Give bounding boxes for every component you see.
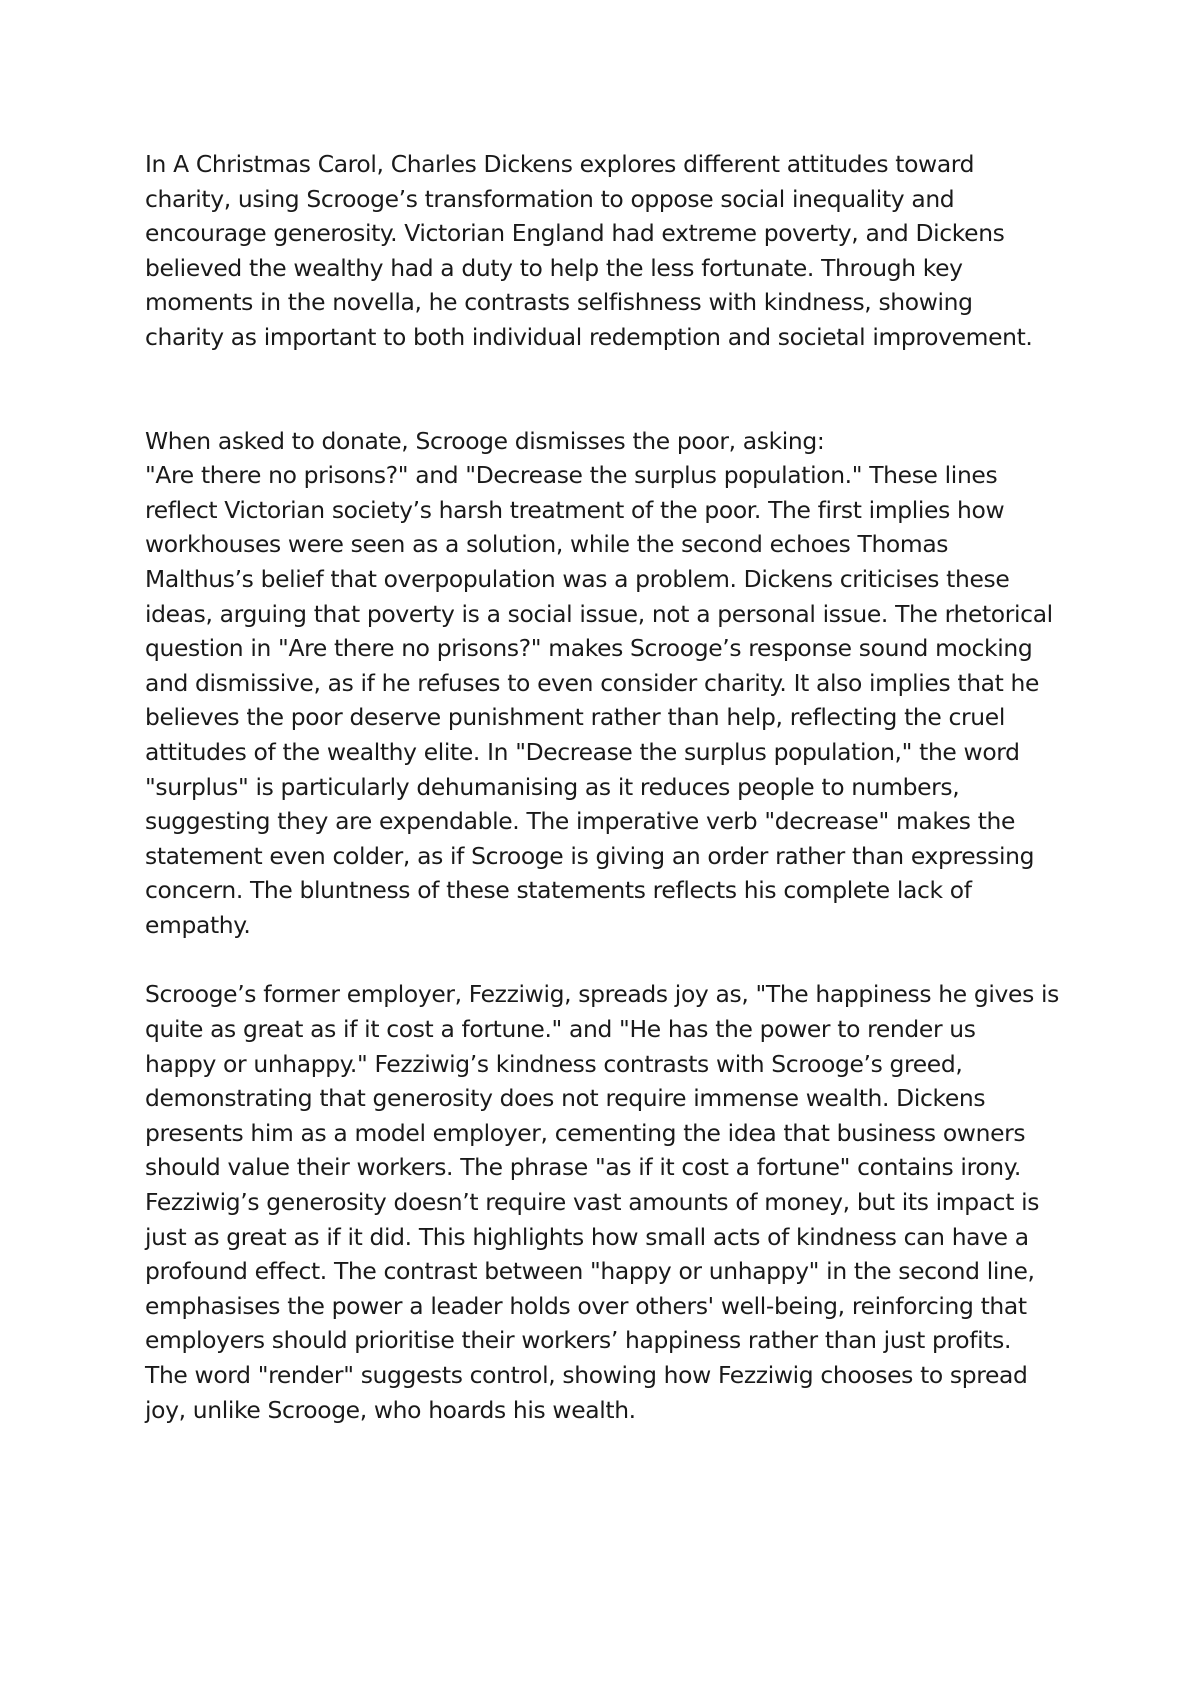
text-line: moments in the novella, he contrasts selfishness with kindness, showing [145,288,973,317]
text-line: When asked to donate, Scrooge dismisses the poor, asking: [145,426,825,455]
text-line: "surplus" is particularly dehumanising as it reduces people to numbers, [145,772,960,801]
paragraph-introduction [145,147,1085,355]
paragraph-scrooge-donation [145,424,1085,943]
paragraph-fezziwig [145,977,1085,1427]
text-line: charity as important to both individual redemption and societal improvement. [145,322,1033,351]
text-line: profound effect. The contrast between "happy or unhappy" in the second line, [145,1257,1035,1286]
text-line: happy or unhappy." Fezziwig’s kindness contrasts with Scrooge’s greed, [145,1049,963,1078]
text-line: In A Christmas Carol, Charles Dickens explores different attitudes toward [145,150,975,178]
text-line: Fezziwig’s generosity doesn’t require vast amounts of money, but its impact is [145,1188,1040,1217]
text-line: question in "Are there no prisons?" makes Scrooge’s response sound mocking [145,634,1033,663]
text-line: concern. The bluntness of these statements reflects his complete lack of [145,876,972,905]
text-line: suggesting they are expendable. The imperative verb "decrease" makes the [145,807,1016,836]
text-line: presents him as a model employer, cementing the idea that business owners [145,1118,1026,1147]
text-line: workhouses were seen as a solution, while the second echoes Thomas [145,530,949,559]
text-line: ideas, arguing that poverty is a social issue, not a personal issue. The rhetorical [145,599,1053,628]
text-line: employers should prioritise their workers’ happiness rather than just profits. [145,1326,1012,1355]
text-line: statement even colder, as if Scrooge is giving an order rather than expressing [145,841,1035,870]
text-line: encourage generosity. Victorian England had extreme poverty, and Dickens [145,219,1005,248]
text-line: emphasises the power a leader holds over others' well-being, reinforcing that [145,1291,1027,1320]
text-line: demonstrating that generosity does not require immense wealth. Dickens [145,1084,986,1113]
text-line: Malthus’s belief that overpopulation was a problem. Dickens criticises these [145,564,1010,593]
text-line: should value their workers. The phrase "as if it cost a fortune" contains irony. [145,1153,1022,1182]
document-body [145,147,1085,1427]
text-line: attitudes of the wealthy elite. In "Decrease the surplus population," the word [145,737,1020,766]
text-line: The word "render" suggests control, showing how Fezziwig chooses to spread [145,1361,1028,1389]
text-line: believed the wealthy had a duty to help the less fortunate. Through key [145,253,963,282]
text-line: charity, using Scrooge’s transformation to oppose social inequality and [145,184,955,213]
text-line: and dismissive, as if he refuses to even consider charity. It also implies that he [145,668,1040,697]
text-line: joy, unlike Scrooge, who hoards his wealth. [145,1395,636,1424]
text-line: quite as great as if it cost a fortune." and "He has the power to render us [145,1015,976,1044]
paragraph-spacer [145,942,1085,977]
text-line: reflect Victorian society’s harsh treatment of the poor. The first implies how [145,495,1005,524]
paragraph-spacer [145,355,1085,424]
text-line: "Are there no prisons?" and "Decrease the surplus population." These lines [145,461,998,490]
text-line: empathy. [145,910,251,939]
text-line: Scrooge’s former employer, Fezziwig, spreads joy as, "The happiness he gives is [145,980,1059,1009]
text-line: believes the poor deserve punishment rather than help, reflecting the cruel [145,703,1005,732]
text-line: just as great as if it did. This highlights how small acts of kindness can have a [145,1222,1029,1251]
